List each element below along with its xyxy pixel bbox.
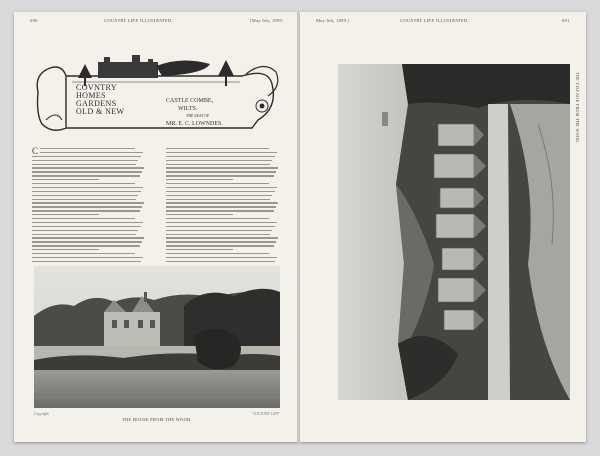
place-name: CASTLE COMBE, xyxy=(166,98,214,104)
series-title: COVNTRY HOMES GARDENS OLD & NEW xyxy=(76,83,125,116)
left-page xyxy=(14,12,298,442)
left-running-head: COUNTRY LIFE ILLUSTRATED. xyxy=(104,18,173,23)
text-line xyxy=(32,218,135,219)
text-line xyxy=(32,191,141,192)
right-running-head: COUNTRY LIFE ILLUSTRATED. xyxy=(400,18,469,23)
text-line xyxy=(166,175,274,176)
left-folio: 680 xyxy=(30,18,38,23)
text-line xyxy=(166,148,269,149)
text-line xyxy=(32,202,144,203)
text-line xyxy=(32,148,135,149)
text-line xyxy=(166,160,272,161)
text-line xyxy=(166,214,233,215)
text-line xyxy=(166,199,270,200)
left-date: [May 6th, 1899. xyxy=(250,18,284,23)
article-column-1 xyxy=(32,148,144,266)
article-column-2 xyxy=(166,148,278,266)
text-line xyxy=(32,249,99,250)
text-line xyxy=(166,257,277,258)
house-photo xyxy=(34,266,280,408)
village-photo xyxy=(338,64,570,400)
text-line xyxy=(166,245,274,246)
text-line xyxy=(32,187,143,188)
magazine-spread xyxy=(14,12,586,442)
text-line xyxy=(166,206,276,207)
text-line xyxy=(32,164,136,165)
text-line xyxy=(32,237,144,238)
text-line xyxy=(32,222,143,223)
text-line xyxy=(166,179,233,180)
text-line xyxy=(166,152,277,153)
text-line xyxy=(166,164,270,165)
article-masthead xyxy=(32,54,280,140)
text-line xyxy=(32,179,99,180)
text-line xyxy=(32,214,99,215)
right-page xyxy=(300,12,586,442)
text-line xyxy=(32,152,143,153)
text-line xyxy=(32,171,142,172)
text-line xyxy=(166,202,278,203)
text-line xyxy=(32,257,143,258)
text-line xyxy=(166,226,275,227)
text-line xyxy=(166,191,275,192)
text-line xyxy=(32,160,138,161)
text-line xyxy=(32,167,144,168)
text-line xyxy=(166,187,277,188)
text-line xyxy=(166,253,269,254)
text-line xyxy=(32,226,141,227)
masthead-ornament xyxy=(32,54,280,140)
text-line xyxy=(166,210,274,211)
text-line xyxy=(166,234,270,235)
text-line xyxy=(32,156,141,157)
text-line xyxy=(32,175,140,176)
text-line xyxy=(32,253,135,254)
text-line xyxy=(166,167,278,168)
text-line xyxy=(32,199,136,200)
article-subtitle xyxy=(166,98,223,128)
text-line xyxy=(166,171,276,172)
photo-credit-left: Copyright xyxy=(34,412,49,416)
owner-name: MR. E. C. LOWNDES. xyxy=(166,120,223,127)
text-line xyxy=(32,195,138,196)
county-name: WILTS. xyxy=(178,105,198,112)
house-photo-caption: THE HOUSE FROM THE WOOD. xyxy=(122,417,192,422)
text-line xyxy=(32,241,142,242)
village-photo-caption-area xyxy=(572,72,582,402)
village-photo-caption: THE VILLAGE FROM THE WOOD. xyxy=(575,72,580,144)
text-line xyxy=(166,237,278,238)
photo-credit-right: "COUNTRY LIFE" xyxy=(251,412,280,416)
text-line xyxy=(166,230,272,231)
text-line xyxy=(166,218,269,219)
text-line xyxy=(32,234,136,235)
text-line xyxy=(32,210,140,211)
text-line xyxy=(32,206,142,207)
text-line xyxy=(166,261,275,262)
right-folio: 681 xyxy=(562,18,570,23)
text-line xyxy=(166,183,269,184)
text-line xyxy=(166,241,276,242)
seat-of: THE SEAT OF xyxy=(186,114,210,118)
text-line xyxy=(32,230,138,231)
text-line xyxy=(166,249,233,250)
drop-cap: C xyxy=(32,146,39,156)
text-line xyxy=(166,222,277,223)
right-date: May 6th, 1899.] xyxy=(316,18,350,23)
text-line xyxy=(32,245,140,246)
text-line xyxy=(166,195,272,196)
text-line xyxy=(166,156,275,157)
text-line xyxy=(32,183,135,184)
text-line xyxy=(32,261,141,262)
